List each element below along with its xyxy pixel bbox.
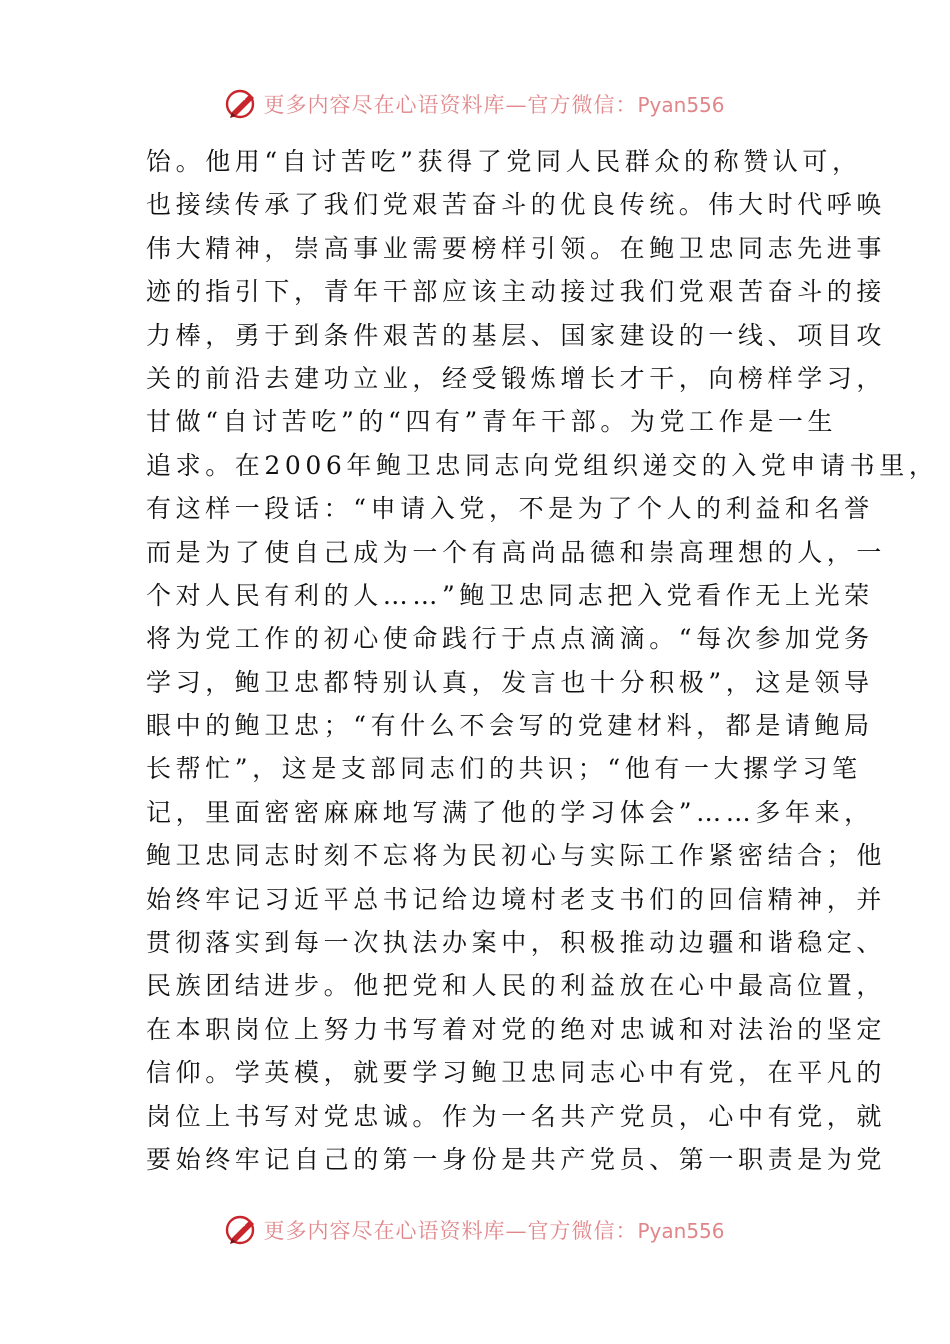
body-line: 而是为了使自己成为一个有高尚品德和崇高理想的人，一	[146, 537, 887, 567]
document-body	[146, 140, 939, 1181]
body-line: 记，里面密密麻麻地写满了他的学习体会”……多年来，	[146, 797, 874, 827]
body-line: 要始终牢记自己的第一身份是共产党员、第一职责是为党	[146, 1144, 887, 1174]
body-line: 贯彻落实到每一次执法办案中，积极推动边疆和谐稳定、	[146, 928, 887, 958]
header-banner-label: 更多内容尽在心语资料库—官方微信：	[263, 93, 638, 117]
footer-banner-text	[263, 1215, 724, 1245]
body-line: 学习，鲍卫忠都特别认真，发言也十分积极”，这是领导	[146, 667, 874, 697]
body-line: 眼中的鲍卫忠；“有什么不会写的党建材料，都是请鲍局	[146, 711, 874, 741]
body-line: 信仰。学英模，就要学习鲍卫忠同志心中有党，在平凡的	[146, 1058, 887, 1088]
body-line: 关的前沿去建功立业，经受锻炼增长才干，向榜样学习，	[146, 363, 887, 393]
body-line: 将为党工作的初心使命践行于点点滴滴。“每次参加党务	[146, 624, 874, 654]
body-line: 鲍卫忠同志时刻不忘将为民初心与实际工作紧密结合；他	[146, 841, 887, 871]
footer-wechat-id: Pyan556	[637, 1219, 725, 1243]
body-line: 在本职岗位上努力书写着对党的绝对忠诚和对法治的坚定	[146, 1014, 887, 1044]
body-line: 长帮忙”，这是支部同志们的共识；“他有一大摞学习笔	[146, 754, 862, 784]
body-line: 也接续传承了我们党艰苦奋斗的优良传统。伟大时代呼唤	[146, 190, 887, 220]
body-line: 个对人民有利的人……”鲍卫忠同志把入党看作无上光荣	[146, 580, 874, 610]
body-line: 有这样一段话：“申请入党，不是为了个人的利益和名誉	[146, 494, 874, 524]
header-banner	[0, 84, 950, 124]
pen-writing-logo-icon	[225, 87, 259, 121]
header-banner-text	[263, 89, 724, 119]
body-line: 追求。在2006年鲍卫忠同志向党组织递交的入党申请书里，	[146, 450, 939, 480]
body-line: 伟大精神，崇高事业需要榜样引领。在鲍卫忠同志先进事	[146, 233, 887, 263]
body-line: 甘做“自讨苦吃”的“四有”青年干部。为党工作是一生	[146, 407, 838, 437]
body-line: 迹的指引下，青年干部应该主动接过我们党艰苦奋斗的接	[146, 277, 887, 307]
body-line: 始终牢记习近平总书记给边境村老支书们的回信精神，并	[146, 884, 887, 914]
body-line: 民族团结进步。他把党和人民的利益放在心中最高位置，	[146, 971, 887, 1001]
pen-writing-logo-icon	[225, 1213, 259, 1247]
footer-banner-label: 更多内容尽在心语资料库—官方微信：	[263, 1219, 638, 1243]
body-line: 岗位上书写对党忠诚。作为一名共产党员，心中有党，就	[146, 1101, 887, 1131]
body-line: 饴。他用“自讨苦吃”获得了党同人民群众的称赞认可，	[146, 147, 862, 176]
header-wechat-id: Pyan556	[637, 93, 725, 117]
footer-banner	[0, 1210, 950, 1250]
body-line: 力棒，勇于到条件艰苦的基层、国家建设的一线、项目攻	[146, 320, 887, 350]
